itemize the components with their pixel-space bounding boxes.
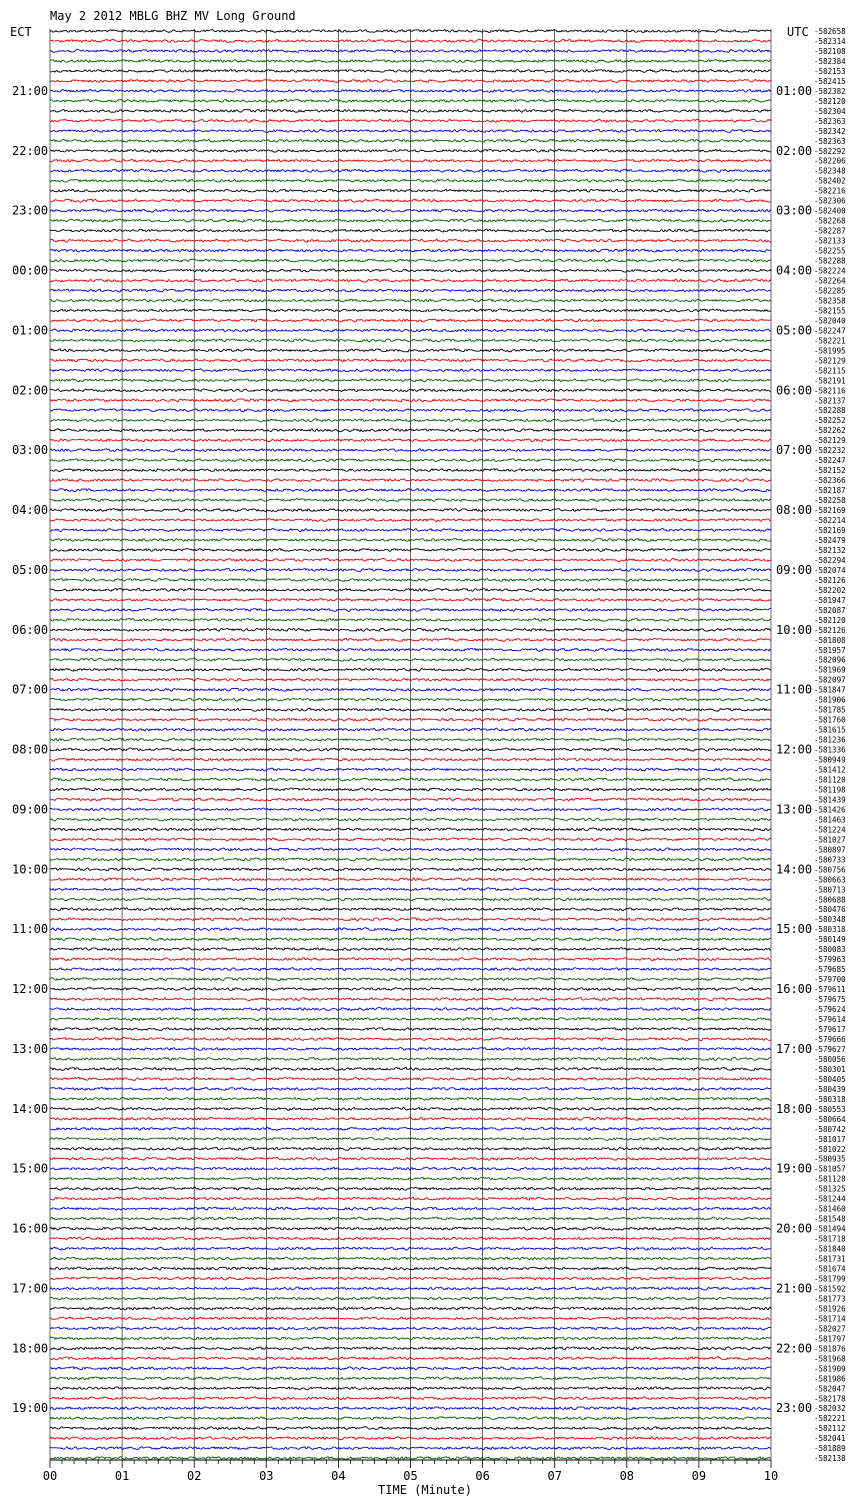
row-offset-label: -582348 [814,166,846,176]
right-hour-label: 01:00 [776,83,813,98]
right-hour-label: 14:00 [776,862,813,877]
left-hour-label: 23:00 [12,203,49,218]
row-offset-label: -581785 [814,705,846,715]
row-offset-label: -581714 [814,1314,846,1324]
row-offset-label: -579614 [814,1015,846,1025]
row-offset-label: -582382 [814,86,846,96]
row-offset-label: -579963 [814,955,846,965]
row-offset-label: -582112 [814,1424,846,1434]
left-hour-label: 08:00 [12,742,49,757]
row-offset-label: -582288 [814,406,846,416]
left-hour-label: 06:00 [12,622,49,637]
row-offset-label: -582169 [814,526,846,535]
row-offset-label: -582153 [814,66,846,76]
right-hour-label: 06:00 [776,383,813,398]
row-offset-label: -582292 [814,146,846,156]
row-offset-label: -582232 [814,446,846,456]
row-offset-label: -581592 [814,1284,846,1294]
row-offset-label: -582268 [814,216,846,226]
chart-title: May 2 2012 MBLG BHZ MV Long Ground [50,9,296,23]
row-offset-label: -582306 [814,196,846,206]
left-hour-label: 09:00 [12,802,49,817]
row-offset-label: -581718 [814,1234,846,1244]
row-offset-label: -580733 [814,855,846,865]
row-offset-label: -582400 [814,206,846,216]
row-offset-label: -580935 [814,1154,846,1164]
row-offset-label: -581198 [814,785,846,795]
row-offset-label: -582129 [814,356,846,366]
right-hour-label: 09:00 [776,562,813,577]
x-tick-labels [43,1469,778,1483]
row-offset-label: -582214 [814,516,846,526]
row-offset-label: -582247 [814,456,846,466]
row-offset-label: -582115 [814,366,846,376]
row-offset-label: -581957 [814,645,846,655]
left-hour-label: 04:00 [12,503,49,518]
row-offset-label: -581412 [814,765,846,775]
row-offset-label: -580949 [814,755,846,765]
left-hour-label: 18:00 [12,1341,49,1356]
row-offset-label: -581986 [814,1374,846,1384]
row-offset-label: -579700 [814,975,846,985]
row-offset-label: -581876 [814,1344,846,1354]
row-offset-label: -582202 [814,585,846,595]
row-offset-label: -580348 [814,915,846,925]
row-offset-label: -582294 [814,555,846,565]
x-tick-label: 00 [42,1469,58,1483]
row-offset-label: -581548 [814,1214,846,1224]
left-hour-label: 17:00 [12,1281,49,1296]
row-offset-label: -581120 [814,775,846,785]
x-tick-label: 04 [331,1469,346,1483]
right-hour-label: 10:00 [776,622,813,637]
row-offset-label: -581847 [814,685,846,695]
row-offset-label: -582314 [814,36,846,46]
row-offset-label: -581460 [814,1204,846,1214]
row-offset-label: -580713 [814,885,846,895]
row-offset-label: -582216 [814,186,846,196]
row-offset-label: -581889 [814,1444,846,1454]
x-tick-label: 08 [619,1469,635,1483]
left-hour-label: 03:00 [12,443,49,458]
row-offset-label: -581674 [814,1264,846,1274]
row-offset-label: -581799 [814,1274,846,1284]
right-hour-label: 23:00 [776,1401,813,1416]
row-offset-label: -582384 [814,56,846,66]
row-offset-label: -582041 [814,1434,846,1444]
row-offset-label: -582287 [814,226,846,236]
row-offset-label: -580149 [814,935,846,945]
row-offset-label: -581760 [814,715,846,725]
row-offset-label: -582040 [814,316,846,326]
row-offset-label: -580439 [814,1084,846,1094]
row-offset-label: -581615 [814,725,846,735]
row-offset-label: -582255 [814,246,846,256]
row-offset-label: -580663 [814,875,846,885]
row-offset-label: -582221 [814,336,846,346]
right-hour-label: 03:00 [776,203,813,218]
row-offset-label: -582155 [814,306,846,316]
row-offset-label: -581325 [814,1184,846,1194]
row-offset-label: -580664 [814,1114,846,1124]
row-offset-label: -581017 [814,1134,846,1144]
right-hour-labels [776,84,812,1415]
row-offset-label: -582363 [814,136,846,146]
x-tick-label: 05 [403,1469,418,1483]
row-offset-label: -582358 [814,296,846,306]
left-hour-label: 10:00 [12,862,49,877]
row-offset-label: -582658 [814,27,846,36]
right-hour-label: 04:00 [776,263,813,278]
row-offset-label: -582116 [814,386,846,396]
row-offset-label: -581463 [814,815,846,825]
row-offset-label: -581731 [814,1254,846,1264]
row-offset-label: -580083 [814,945,846,955]
left-hour-label: 12:00 [12,982,49,997]
row-offset-label: -579666 [814,1034,846,1044]
row-offset-label: -581057 [814,1164,846,1174]
row-offset-label: -582288 [814,256,846,266]
right-hour-label: 05:00 [776,323,813,338]
row-offset-label: -581969 [814,665,846,675]
row-offset-label: -582096 [814,655,846,665]
row-offset-label: -582304 [814,106,846,116]
row-offset-label: -582169 [814,506,846,516]
x-tick-label: 01 [114,1469,130,1483]
row-offset-label: -582342 [814,126,846,136]
left-hour-label: 02:00 [12,383,49,398]
right-hour-label: 15:00 [776,922,813,937]
row-offset-label: -580553 [814,1104,846,1114]
left-hour-label: 16:00 [12,1221,49,1236]
right-timezone-label: UTC [787,25,809,39]
row-offset-label: -581906 [814,695,846,705]
x-tick-label: 06 [475,1469,490,1483]
row-offset-label: -580688 [814,895,846,905]
row-offset-label: -582120 [814,615,846,625]
row-offset-label: -582247 [814,326,846,336]
left-hour-labels [12,84,48,1415]
row-offset-label: -582178 [814,1394,846,1404]
right-hour-label: 11:00 [776,682,813,697]
row-offset-label: -582126 [814,575,846,585]
row-offset-label: -581022 [814,1144,846,1154]
row-offset-label: -582285 [814,286,846,296]
row-offset-label: -582187 [814,486,846,496]
row-offset-label: -582152 [814,466,846,476]
row-offset-label: -581236 [814,735,846,745]
row-offset-label: -582479 [814,535,846,545]
right-hour-label: 02:00 [776,143,813,158]
x-tick-label: 10 [763,1469,779,1483]
row-offset-label: -580056 [814,1054,846,1064]
row-offset-label: -582108 [814,46,846,56]
row-offset-label: -582138 [814,1454,846,1464]
row-offset-label: -582126 [814,625,846,635]
row-offset-label: -582137 [814,396,846,406]
row-offset-label: -582120 [814,96,846,106]
left-hour-label: 11:00 [12,922,49,937]
right-hour-label: 07:00 [776,443,813,458]
row-offset-label: -582047 [814,1384,846,1394]
row-offset-label: -580897 [814,845,846,855]
right-hour-label: 08:00 [776,503,813,518]
row-offset-label: -582221 [814,1414,846,1424]
row-offset-label: -581336 [814,745,846,755]
x-axis-label: TIME (Minute) [378,1483,472,1497]
row-offset-label: -582087 [814,605,846,615]
row-offset-label: -582252 [814,416,846,426]
row-offset-label: -581128 [814,1174,846,1184]
row-offset-label: -580742 [814,1124,846,1134]
row-offset-label: -581797 [814,1334,846,1344]
row-offset-label: -582191 [814,376,846,386]
row-offset-label: -580476 [814,905,846,915]
left-timezone-label: ECT [10,25,32,39]
row-offset-label: -581909 [814,1364,846,1374]
x-tick-label: 09 [691,1469,707,1483]
row-offset-label: -582133 [814,236,846,246]
row-offset-label: -581426 [814,805,846,815]
row-offset-label: -582097 [814,675,846,685]
right-hour-label: 21:00 [776,1281,813,1296]
row-offset-label: -582129 [814,436,846,446]
right-hour-label: 19:00 [776,1161,813,1176]
row-offset-label: -582027 [814,1324,846,1334]
row-offset-label: -579627 [814,1044,846,1054]
row-offset-label: -580301 [814,1064,846,1074]
left-hour-label: 01:00 [12,323,49,338]
left-hour-label: 14:00 [12,1101,49,1116]
right-hour-label: 18:00 [776,1101,813,1116]
right-hour-label: 22:00 [776,1341,813,1356]
row-offset-label: -582132 [814,545,846,555]
row-offset-label: -579685 [814,965,846,975]
row-offset-label: -581027 [814,835,846,845]
right-hour-label: 13:00 [776,802,813,817]
row-offset-label: -580318 [814,1094,846,1104]
left-hour-label: 15:00 [12,1161,49,1176]
left-hour-label: 13:00 [12,1041,49,1056]
right-hour-label: 16:00 [776,982,813,997]
left-hour-label: 00:00 [12,263,49,278]
row-offset-label: -581926 [814,1304,846,1314]
x-tick-label: 03 [259,1469,274,1483]
row-offset-label: -581968 [814,1354,846,1364]
left-hour-label: 07:00 [12,682,49,697]
row-offset-label: -579624 [814,1005,846,1015]
row-offset-label: -582262 [814,426,846,436]
row-offset-label: -582032 [814,1404,846,1414]
row-offset-label: -581808 [814,635,846,645]
right-hour-label: 12:00 [776,742,813,757]
row-offset-label: -582366 [814,476,846,486]
left-hour-label: 21:00 [12,83,49,98]
right-hour-label: 17:00 [776,1041,813,1056]
row-offset-label: -582258 [814,496,846,506]
row-offset-label: -581840 [814,1244,846,1254]
left-hour-label: 19:00 [12,1401,49,1416]
row-offset-label: -579675 [814,995,846,1005]
row-offset-label: -581244 [814,1194,846,1204]
row-offset-label: -581494 [814,1224,846,1234]
row-offset-label: -580318 [814,925,846,935]
row-offset-label: -581995 [814,346,846,356]
row-offset-label: -582074 [814,565,846,575]
left-hour-label: 05:00 [12,562,49,577]
row-offset-label: -582224 [814,266,846,276]
row-offset-label: -581224 [814,825,846,835]
row-offset-label: -579611 [814,985,846,995]
x-tick-label: 02 [186,1469,202,1483]
row-offset-label: -582206 [814,156,846,166]
row-offset-label: -580756 [814,865,846,875]
row-offset-label: -582402 [814,176,846,186]
row-offset-label: -579617 [814,1025,846,1034]
x-tick-label: 07 [547,1469,562,1483]
row-offset-label: -580405 [814,1074,846,1084]
left-hour-label: 22:00 [12,143,49,158]
row-offset-label: -581947 [814,595,846,605]
row-offset-label: -582264 [814,276,846,286]
row-offset-label: -582415 [814,76,846,86]
row-offset-label: -581773 [814,1294,846,1304]
right-hour-label: 20:00 [776,1221,813,1236]
row-offset-label: -581439 [814,795,846,805]
row-offset-labels [814,27,846,1463]
row-offset-label: -582363 [814,116,846,126]
